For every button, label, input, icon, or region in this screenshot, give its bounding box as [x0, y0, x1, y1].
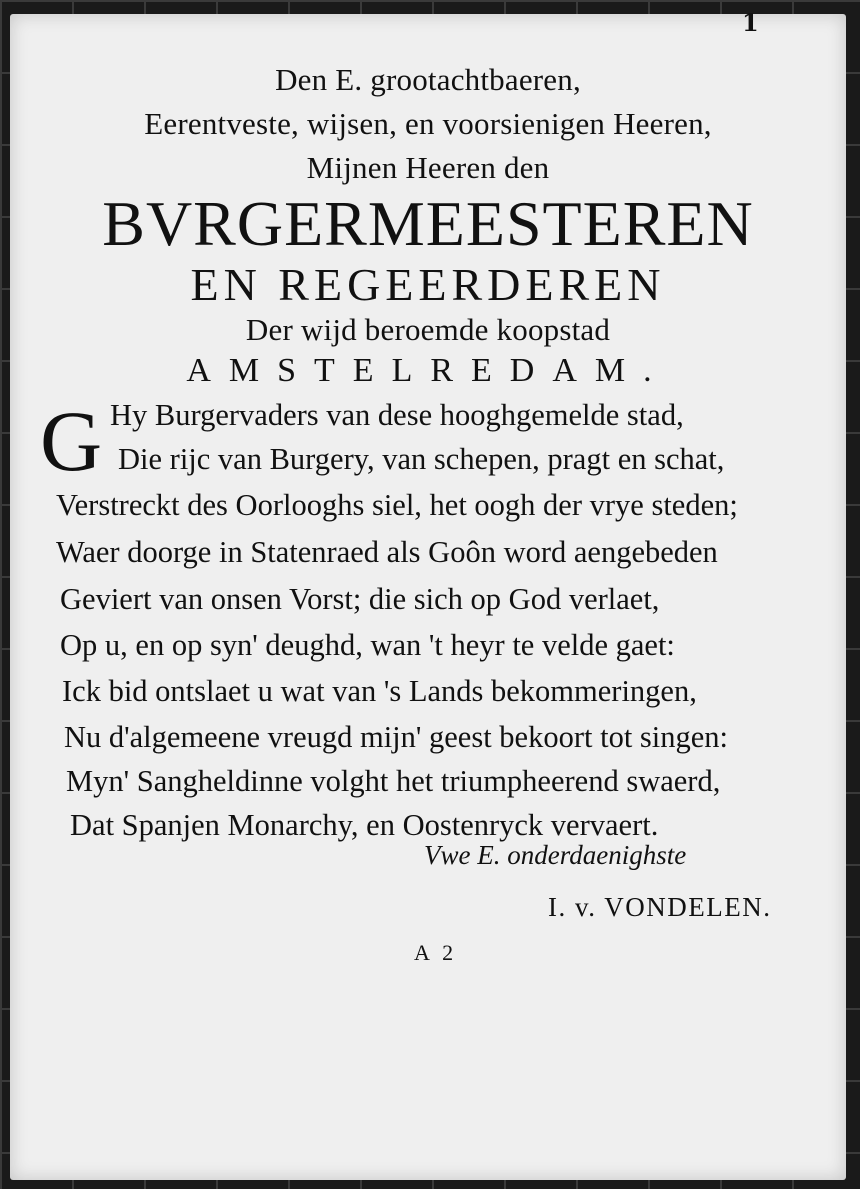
dedication-line-3: Mijnen Heeren den [306, 150, 550, 185]
signoff: Vwe E. onderdaenighste [424, 840, 687, 870]
dedication-line-4: Der wijd beroemde koopstad [245, 312, 611, 347]
poem-line-4: Waer doorge in Statenraed als Goôn word aengebeden [56, 535, 718, 569]
city-name: AMSTELREDAM. [186, 352, 670, 389]
poem-line-10: Dat Spanjen Monarchy, en Oostenryck vervaert. [70, 808, 659, 842]
poem-line-5: Geviert van onsen Vorst; die sich op God verlaet, [60, 582, 660, 616]
poem-line-7: Ick bid ontslaet u wat van 's Lands bekommeringen, [62, 674, 697, 708]
poem-line-9: Myn' Sangheldinne volght het triumpheerend swaerd, [66, 764, 721, 798]
title-regeerderen: EN REGEERDEREN [190, 259, 666, 310]
title-burgermeesteren: BVRGERMEESTEREN [102, 188, 754, 259]
poem-line-2: Die rijc van Burgery, van schepen, pragt en schat, [118, 442, 725, 476]
poem-line-6: Op u, en op syn' deughd, wan 't heyr te velde gaet: [60, 628, 675, 662]
author-name: I. v. VONDELEN. [548, 892, 772, 922]
dedication-line-2: Eerentveste, wijsen, en voorsienigen Heeren, [144, 106, 712, 141]
page-number: 1 [742, 8, 759, 37]
poem-line-1: Hy Burgervaders van dese hooghgemelde stad, [110, 398, 684, 432]
drop-cap-initial: G [40, 393, 103, 489]
dedication-line-1: Den E. grootachtbaeren, [275, 62, 581, 97]
poem-line-3: Verstreckt des Oorlooghs siel, het oogh der vrye steden; [56, 488, 738, 522]
signature-mark: A 2 [414, 940, 458, 965]
poem-line-8: Nu d'algemeene vreugd mijn' geest bekoort tot singen: [64, 720, 729, 754]
